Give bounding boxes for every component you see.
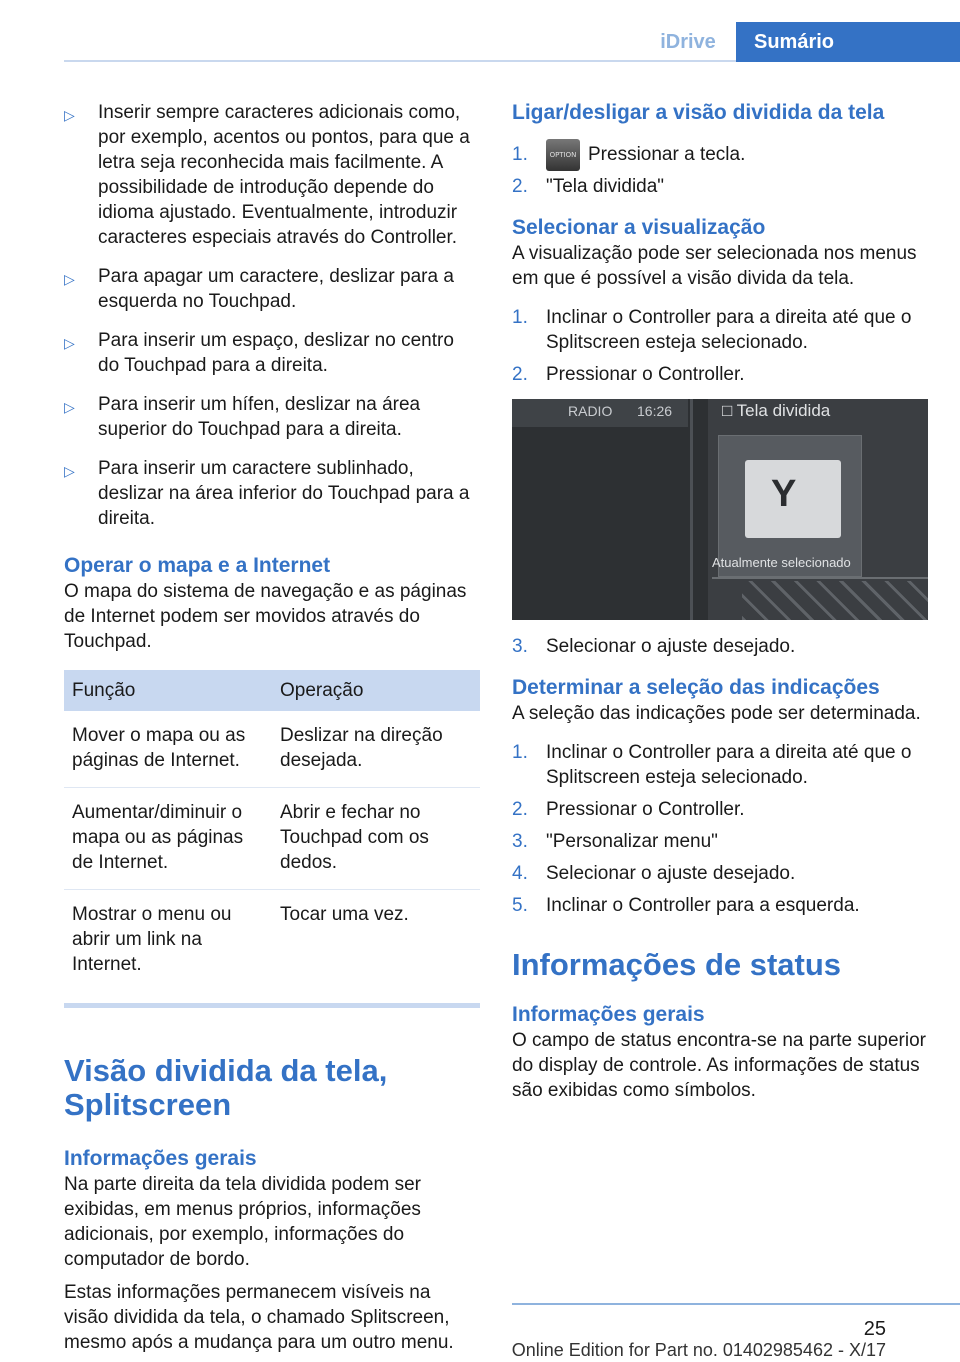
list-item: 2. Pressionar o Controller. xyxy=(512,799,745,820)
general-text: Estas informações permanecem visíveis na visão dividida da tela, o chamado Splitscreen, mesmo após a mudança para um outro menu. xyxy=(64,1282,454,1353)
general-heading: Informações gerais xyxy=(64,1147,257,1170)
triangle-bullet-icon: ▷ xyxy=(64,463,75,479)
screen-caption: Atualmente selecionado xyxy=(712,555,851,570)
tab-idrive[interactable]: iDrive xyxy=(660,31,716,53)
tab-summary[interactable]: Sumário xyxy=(736,22,960,62)
section-heading-splitscreen: Visão dividida da tela, Splitscreen xyxy=(64,1053,388,1122)
list-item: ▷ Para inserir um caractere sublinhado, deslizar na área inferior do Touchpad para a direita. xyxy=(64,458,470,529)
list-item: 3. Selecionar o ajuste desejado. xyxy=(512,636,796,657)
option-key-icon: OPTION xyxy=(546,139,580,171)
status-subheading: Informações gerais xyxy=(512,1003,705,1026)
step-list xyxy=(512,138,928,199)
list-item: ▷ Para inserir um hífen, deslizar na área superior do Touchpad para a direita. xyxy=(64,394,421,440)
list-item: 3. "Personalizar menu" xyxy=(512,831,718,852)
table-row: Mostrar o menu ou abrir um link na Internet. Tocar uma vez. xyxy=(72,904,409,975)
table-header: Operação xyxy=(272,670,480,711)
page-number: 25 xyxy=(863,1318,886,1340)
radio-label: RADIO xyxy=(568,403,613,419)
clock-label: 16:26 xyxy=(637,403,673,419)
footer-rule xyxy=(512,1303,960,1305)
step-list xyxy=(512,305,928,387)
list-item: 5. Inclinar o Controller para a esquerda. xyxy=(512,895,860,916)
step-list xyxy=(512,740,928,918)
triangle-bullet-icon: ▷ xyxy=(64,335,75,351)
triangle-bullet-icon: ▷ xyxy=(64,271,75,287)
split-title: □ Tela dividida xyxy=(722,401,831,420)
determine-heading: Determinar a seleção das indicações xyxy=(512,676,880,699)
list-item: 2. Pressionar o Controller. xyxy=(512,364,745,385)
map-text: O mapa do sistema de navegação e as páginas de Internet podem ser movidos através do Touchpad. xyxy=(64,581,467,652)
triangle-bullet-icon: ▷ xyxy=(64,399,75,415)
table-row: Aumentar/diminuir o mapa ou as páginas de Internet. Abrir e fechar no Touchpad com os dedos. xyxy=(64,788,480,890)
determine-text: A seleção das indicações pode ser determinada. xyxy=(512,703,921,724)
table-end-rule xyxy=(64,1003,480,1008)
toggle-heading: Ligar/desligar a visão dividida da tela xyxy=(512,101,885,124)
table-header: Função xyxy=(64,670,272,711)
select-text: A visualização pode ser selecionada nos menus em que é possível a visão divida da tela. xyxy=(512,243,917,289)
general-text: Na parte direita da tela dividida podem ser exibidas, em menus próprios, informações adicionais, por exemplo, informações do computador de bordo. xyxy=(64,1174,421,1270)
list-item: 1. Inclinar o Controller para a direita até que o Splitscreen esteja selecionado. xyxy=(512,307,912,353)
list-item: 2. "Tela dividida" xyxy=(512,176,665,197)
mesh-pattern xyxy=(742,581,928,620)
bullet-list xyxy=(64,100,480,531)
list-item: ▷ Inserir sempre caracteres adicionais como, por exemplo, acentos ou pontos, para que a letra seja reconhecida mais facilmente. A possibilidade de introdução depende do idioma ajustado. Eventualmente, introduzir caracteres especiais através do Controller. xyxy=(64,102,470,248)
left-column xyxy=(64,100,480,1355)
splitscreen-screenshot xyxy=(512,399,928,620)
list-item: ▷ Para apagar um caractere, deslizar para a esquerda no Touchpad. xyxy=(64,266,454,312)
section-heading-status: Informações de status xyxy=(512,947,842,982)
route-fork-icon: Y xyxy=(771,473,797,515)
triangle-bullet-icon: ▷ xyxy=(64,107,75,123)
step-list xyxy=(512,634,928,659)
map-heading: Operar o mapa e a Internet xyxy=(64,554,331,577)
operations-table xyxy=(64,670,480,991)
list-item: 4. Selecionar o ajuste desejado. xyxy=(512,863,796,884)
edition-note: Online Edition for Part no. 01402985462 - X/17 xyxy=(511,1340,886,1360)
list-item: ▷ Para inserir um espaço, deslizar no centro do Touchpad para a direita. xyxy=(64,330,454,376)
right-column xyxy=(512,100,928,1103)
list-item: 1. OPTION Pressionar a tecla. xyxy=(512,138,928,172)
table-row: Mover o mapa ou as páginas de Internet. Deslizar na direção desejada. xyxy=(64,711,480,788)
status-text: O campo de status encontra-se na parte superior do display de controle. As informações de status são exibidas como símbolos. xyxy=(512,1030,927,1101)
list-item: 1. Inclinar o Controller para a direita até que o Splitscreen esteja selecionado. xyxy=(512,742,912,788)
select-heading: Selecionar a visualização xyxy=(512,216,766,239)
